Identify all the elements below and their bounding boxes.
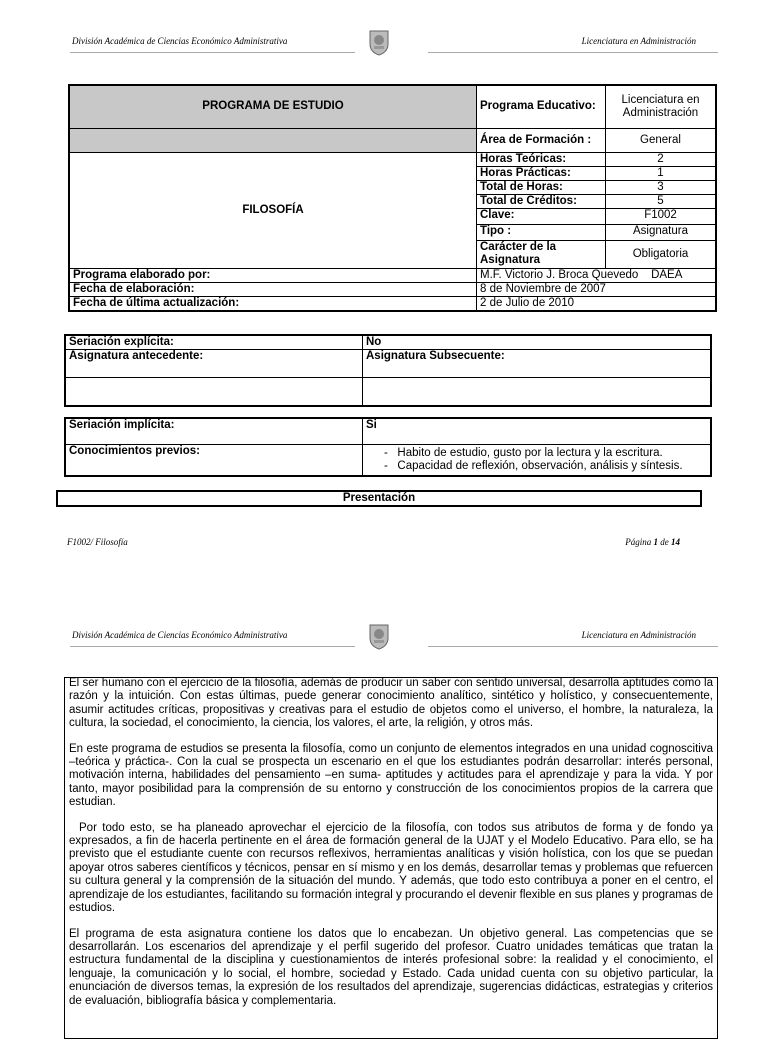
row-label: Horas Teóricas: [477, 152, 606, 166]
previos-label: Conocimientos previos: [65, 444, 363, 476]
page-header [0, 28, 768, 68]
antecedente-label: Asignatura antecedente: [65, 350, 363, 378]
row-label: Total de Horas: [477, 180, 606, 194]
paragraph: Por todo esto, se ha planeado aprovechar el ejercicio de la filosofía, con todos sus atributos de forma y de fondo ya expresados, a fin de hacerla pertinente en el área de formación general de la UJAT y el Modelo Educativo. Para ello, se ha previsto que el estudiante cuente con recursos reflexivos, herramientas analíticas y visión holística, con los que se puedan apoyar otros saberes científicos y técnicos, pensar en sí mismo y en los demás, desarrollar temas y problemas que refuercen su cultura general y la comprensión de la situación del mundo. Y además, que todo esto contribuya a poner en el centro, el aprendizaje de los estudiantes, facilitando su formación integral y procurando el devenir flexible en sus planes y programas de estudios. [69, 821, 713, 915]
program-info-table [68, 84, 717, 312]
seriacion-implicita-table [64, 417, 712, 477]
paragraph: El programa de esta asignatura contiene los datos que lo encabezan. Un objetivo general. Las competencias que se desarrollarán. Los escenarios del aprendizaje y el perfil sugerido del profesor. Cuatro unidades temáticas que tratan la estructura fundamental de la disciplina y cuestionamientos de interés profesional sobre: la realidad y el conocimiento, el lenguaje, la comunicación y lo social, el hombre, sociedad y Estado. Cada unidad cuenta con su objetivo particular, la enunciación de diversos temas, la expresión de los resultados del aprendizaje, sugerencias didácticas, estrategias y criterios de evaluación, bibliografía básica y complementaria. [69, 927, 713, 1007]
row-value: 3 [606, 180, 717, 194]
previos-list [366, 447, 707, 473]
programa-educativo-label: Programa Educativo: [477, 85, 606, 128]
header-right-text: Licenciatura en Administración [581, 36, 696, 46]
row-label: Clave: [477, 208, 606, 224]
subsecuente-label: Asignatura Subsecuente: [363, 350, 712, 378]
header-rule [70, 646, 355, 647]
paragraph: En este programa de estudios se presenta la filosofía, como un conjunto de elementos integrados en una unidad cognoscitiva –teórica y práctica-. Con la cual se prospecta un escenario en el que los estudiantes podrán desarrollar: interés personal, motivación interna, habilidades del pensamiento –en suma- aptitudes y actitudes para el aprendizaje y para la vida. Y por tanto, mayor posibilidad para la comprensión de su entorno y construcción de los conocimientos propios de la carrera que estudian. [69, 742, 713, 809]
seriacion-explicita-table [64, 334, 712, 407]
header-rule [70, 52, 355, 53]
presentacion-text-box [64, 677, 718, 1039]
implicita-label: Seriación implícita: [65, 418, 363, 444]
implicita-value: Si [363, 418, 712, 444]
paragraph: El ser humano con el ejercicio de la filosofía, además de producir un saber con sentido universal, desarrolla aptitudes como la razón y la intuición. Con estas últimas, puede generar conocimiento analítico, sintético y holístico, y consecuentemente, asumir actitudes críticas, propositivas y creativas para el estudio de objetos como el universo, el hombre, la naturaleza, la cultura, la sociedad, el conocimiento, la ciencia, los valores, el arte, la religión, y otros más. [69, 677, 713, 730]
row-value: Asignatura [606, 224, 717, 240]
fecha-act-value: 2 de Julio de 2010 [477, 296, 717, 311]
header-right-text: Licenciatura en Administración [581, 630, 696, 640]
elaborado-value: M.F. Victorio J. Broca Quevedo DAEA [477, 268, 717, 282]
area-label: Área de Formación : [477, 128, 606, 152]
row-value: 2 [606, 152, 717, 166]
university-seal-icon [368, 28, 390, 56]
previos-list-cell [363, 444, 712, 476]
page-number [625, 537, 680, 547]
page-total: 14 [671, 537, 680, 547]
fecha-elab-value: 8 de Noviembre de 2007 [477, 282, 717, 296]
seriacion-label: Seriación explícita: [65, 335, 363, 350]
row-value: 1 [606, 166, 717, 180]
subject-title: FILOSOFÍA [69, 152, 477, 268]
seriacion-value: No [363, 335, 712, 350]
header-left-text: División Académica de Ciencias Económico Administrativa [72, 630, 288, 640]
row-value: Obligatoria [606, 240, 717, 268]
antecedente-value [65, 378, 363, 406]
row-value: F1002 [606, 208, 717, 224]
programa-educativo-value: Licenciatura en Administración [606, 85, 717, 128]
page-prefix: Página [625, 537, 652, 547]
header-rule [428, 52, 718, 53]
page-of: de [660, 537, 669, 547]
header-gray-cell [69, 128, 477, 152]
row-value: 5 [606, 194, 717, 208]
fecha-act-label: Fecha de última actualización: [69, 296, 477, 311]
header-left-text: División Académica de Ciencias Económico Administrativa [72, 36, 288, 46]
row-label: Tipo : [477, 224, 606, 240]
subsecuente-value [363, 378, 712, 406]
fecha-elab-label: Fecha de elaboración: [69, 282, 477, 296]
row-label: Horas Prácticas: [477, 166, 606, 180]
list-item: - Capacidad de reflexión, observación, análisis y síntesis. [384, 460, 707, 473]
header-rule [428, 646, 718, 647]
university-seal-icon [368, 622, 390, 650]
page-header [0, 622, 768, 662]
footer-left-text: F1002/ Filosofía [67, 537, 128, 547]
presentacion-heading-table [56, 490, 702, 507]
list-item: - Habito de estudio, gusto por la lectura y la escritura. [384, 447, 707, 460]
row-label: Total de Créditos: [477, 194, 606, 208]
page-num: 1 [653, 537, 658, 547]
presentacion-title: Presentación [57, 491, 701, 506]
elaborado-label: Programa elaborado por: [69, 268, 477, 282]
program-header-title: PROGRAMA DE ESTUDIO [69, 85, 477, 128]
area-value: General [606, 128, 717, 152]
row-label: Carácter de la Asignatura [477, 240, 606, 268]
